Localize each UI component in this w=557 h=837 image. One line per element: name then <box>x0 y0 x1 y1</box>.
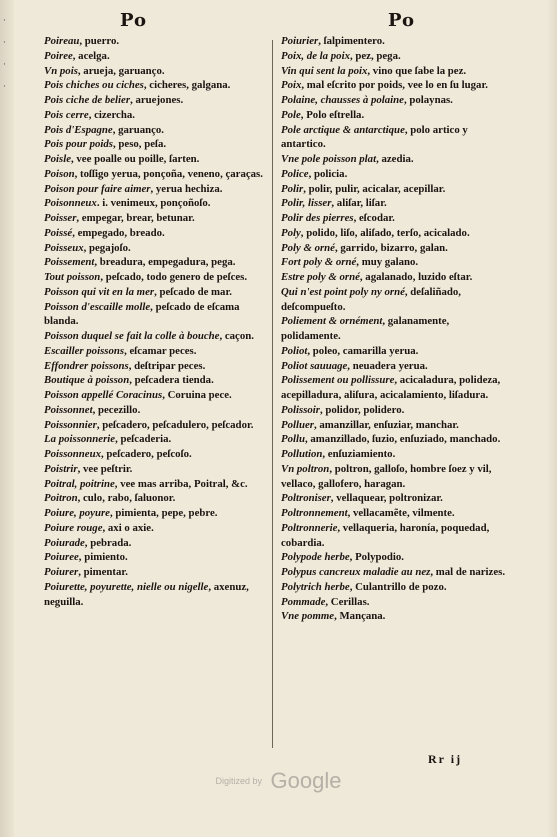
entry-definition: , amanzillado, ſuzio, enſuziado, manchado. <box>305 433 501 446</box>
entry-definition: , empegado, breado. <box>72 226 165 239</box>
dictionary-entry <box>44 477 266 492</box>
entry-headword: Poison pour faire aimer <box>44 182 151 195</box>
entry-headword: Poisser <box>44 212 77 224</box>
dictionary-entry <box>281 270 507 285</box>
dictionary-entry <box>281 418 507 433</box>
entry-definition: , peſcadero, peſcoſo. <box>101 448 192 460</box>
entry-definition: , empegar, brear, betunar. <box>76 212 195 224</box>
dictionary-entry <box>281 506 507 521</box>
entry-definition: , mal de narizes. <box>430 566 506 578</box>
dictionary-entry <box>281 49 507 64</box>
dictionary-entry <box>44 388 266 403</box>
entry-headword: Pois cerre <box>44 108 89 121</box>
entry-headword: Poireau <box>44 35 80 47</box>
entry-definition: , culo, rabo, ſaluonor. <box>77 492 176 505</box>
entry-definition: , agalanado, luzido eſtar. <box>359 271 473 283</box>
dictionary-entry <box>44 123 266 138</box>
watermark-prefix: Digitized by <box>215 776 263 786</box>
dictionary-entry <box>44 418 266 433</box>
entry-headword: Poissonnet <box>44 403 93 416</box>
entry-definition: , acicaladura, polideza, acepilladura, aliſura, acicalamiento, liſadura. <box>281 374 501 401</box>
entry-headword: Poiurer <box>44 566 79 578</box>
entry-definition: , poltron, galloſo, hombre ſoez y vil, vellaco, gallofero, haragan. <box>281 462 492 490</box>
dictionary-entry <box>281 64 507 79</box>
entry-definition: , cizercha. <box>88 108 135 121</box>
dictionary-entry <box>44 491 266 506</box>
entry-definition: , enſuziamiento. <box>322 448 396 460</box>
entry-definition: , garuanço. <box>112 123 164 136</box>
entry-headword: Poiure, poyure <box>44 507 110 519</box>
entry-headword: Poltronnement <box>281 507 348 519</box>
running-head-left: Po <box>120 10 148 31</box>
entry-definition: , pimentar. <box>78 566 128 578</box>
dictionary-entry <box>44 536 266 551</box>
dictionary-entry <box>281 93 507 108</box>
entry-definition: , ſalpimentero. <box>318 35 385 47</box>
dictionary-entry <box>281 565 507 580</box>
entry-headword: Poisson d'escaille molle <box>44 300 151 313</box>
entry-headword: Police <box>281 167 309 180</box>
dictionary-entry <box>44 78 266 93</box>
entry-headword: Effondrer poissons <box>44 359 129 372</box>
entry-headword: Polir des pierres <box>281 212 354 224</box>
entry-definition: , vee mas arriba, Poitral, &c. <box>114 477 248 490</box>
dictionary-entry <box>44 49 266 64</box>
left-column <box>44 34 266 609</box>
entry-headword: Poisson duquel se fait la colle à bouche <box>44 330 220 342</box>
dictionary-entry <box>44 270 266 285</box>
dictionary-entry <box>44 373 266 388</box>
entry-headword: Poiurade <box>44 536 85 549</box>
entry-headword: Pollu <box>281 433 305 446</box>
entry-headword: Poly <box>281 226 301 239</box>
page-gutter: · · · · <box>0 0 14 837</box>
entry-headword: Poiure rouge <box>44 521 103 534</box>
entry-headword: Poltronnerie <box>281 521 338 534</box>
entry-headword: Polypus cancreux maladie au nez <box>281 566 431 578</box>
dictionary-entry <box>44 462 266 477</box>
entry-headword: Poiree <box>44 49 73 62</box>
entry-headword: Tout poisson <box>44 271 101 283</box>
entry-headword: Pommade <box>281 595 326 608</box>
entry-definition: , deſtripar peces. <box>128 359 206 372</box>
entry-headword: Vn poltron <box>281 462 330 475</box>
entry-definition: , yerua hechiza. <box>150 182 223 195</box>
dictionary-entry <box>44 344 266 359</box>
entry-definition: , aliſar, liſar. <box>331 197 387 210</box>
entry-headword: Poliot sauuage <box>281 359 348 372</box>
dictionary-entry <box>44 211 266 226</box>
entry-definition: , polaynas. <box>403 94 453 106</box>
entry-definition: , pimiento. <box>78 551 128 564</box>
digitized-watermark <box>0 768 557 794</box>
dictionary-entry <box>281 344 507 359</box>
entry-definition: , peſcado de eſcama blanda. <box>44 300 240 328</box>
entry-definition: , Polo eſtrella. <box>300 108 365 121</box>
dictionary-entry <box>44 226 266 241</box>
entry-definition: , pimienta, pepe, pebre. <box>109 507 218 519</box>
entry-definition: , axenuz, neguilla. <box>44 580 249 608</box>
entry-definition: , axi o axie. <box>102 521 154 534</box>
entry-headword: Polir, lisser <box>281 197 332 210</box>
entry-definition: , polo artico y antartico. <box>281 123 468 151</box>
entry-definition: , peso, peſa. <box>113 138 167 151</box>
entry-headword: Escailler poissons <box>44 344 125 357</box>
running-head-right: Po <box>388 10 416 31</box>
entry-headword: Poix, de la poix <box>281 49 350 62</box>
dictionary-entry <box>44 359 266 374</box>
entry-definition: , polido, liſo, aliſado, terſo, acicalado. <box>300 226 470 239</box>
entry-definition: , acelga. <box>72 49 110 62</box>
entry-headword: Fort poly & orné <box>281 256 357 269</box>
entry-headword: Poiurette, poyurette, nielle ou nigelle <box>44 580 209 593</box>
entry-definition: , vino que ſabe la pez. <box>367 64 467 77</box>
entry-headword: Poly & orné <box>281 241 335 254</box>
entry-definition: , peſcadero, peſcadulero, peſcador. <box>96 418 254 431</box>
dictionary-entry <box>44 432 266 447</box>
dictionary-entry <box>44 285 266 300</box>
dictionary-entry <box>281 550 507 565</box>
entry-headword: Vne pomme <box>281 610 335 623</box>
dictionary-entry <box>281 359 507 374</box>
dictionary-entry <box>281 211 507 226</box>
dictionary-entry <box>44 137 266 152</box>
dictionary-entry <box>281 285 507 315</box>
dictionary-entry <box>44 403 266 418</box>
entry-headword: Pois chiches ou ciches <box>44 79 144 92</box>
dictionary-entry <box>44 506 266 521</box>
dictionary-entry <box>281 78 507 93</box>
entry-headword: Estre poly & orné <box>281 271 360 283</box>
dictionary-entry <box>44 34 266 49</box>
entry-headword: Poisonneux <box>44 197 97 210</box>
dictionary-entry <box>44 167 266 182</box>
entry-definition: , vee peſtrir. <box>77 462 133 475</box>
entry-headword: Poix <box>281 79 302 92</box>
dictionary-entry <box>281 521 507 551</box>
dictionary-entry <box>44 182 266 197</box>
entry-definition: , garrido, bizarro, galan. <box>334 241 448 254</box>
entry-definition: , arueja, garuanço. <box>77 64 165 77</box>
entry-definition: , amanzillar, enſuziar, manchar. <box>314 418 459 431</box>
entry-headword: Vn pois <box>44 64 78 77</box>
dictionary-entry <box>44 329 266 344</box>
dictionary-entry <box>44 255 266 270</box>
entry-definition: , puerro. <box>79 35 120 47</box>
dictionary-entry <box>44 580 266 610</box>
entry-headword: Vne pole poisson plat <box>281 153 377 165</box>
entry-definition: , Cerillas. <box>325 595 370 608</box>
entry-definition: , toſſigo yerua, ponçoña, veneno, çaraças. <box>74 167 263 180</box>
dictionary-entry <box>44 152 266 167</box>
dictionary-entry <box>281 595 507 610</box>
entry-definition: , policia. <box>308 167 348 180</box>
entry-definition: . i. venimeux, ponçoñoſo. <box>96 197 211 210</box>
entry-definition: , caçon. <box>219 330 254 342</box>
dictionary-entry <box>281 491 507 506</box>
dictionary-entry <box>281 432 507 447</box>
entry-headword: Qui n'est point poly ny orné <box>281 285 405 298</box>
entry-headword: Poissement <box>44 256 95 269</box>
entry-definition: , mal eſcrito por poids, vee lo en ſu lugar. <box>301 79 488 92</box>
entry-definition: , breadura, empegadura, pega. <box>94 256 236 269</box>
entry-headword: Poisle <box>44 153 71 165</box>
entry-headword: La poissonnerie <box>44 433 116 446</box>
entry-definition: , vellaqueria, haronía, poquedad, cobardia. <box>281 521 490 549</box>
dictionary-entry <box>44 521 266 536</box>
entry-headword: Poliement & ornément <box>281 315 383 328</box>
entry-headword: Polytrich herbe <box>281 580 350 593</box>
entry-definition: , poleo, camarilla yerua. <box>307 344 419 357</box>
dictionary-entry <box>281 255 507 270</box>
entry-definition: , polir, pulir, acicalar, acepillar. <box>303 182 446 195</box>
entry-headword: Poitron <box>44 492 78 505</box>
entry-headword: Poiurier <box>281 35 319 47</box>
dictionary-entry <box>281 241 507 256</box>
entry-headword: Poistrir <box>44 462 78 475</box>
watermark-brand: Google <box>270 768 342 793</box>
entry-headword: Boutique à poisson <box>44 374 130 387</box>
entry-headword: Polypode herbe <box>281 551 350 564</box>
entry-definition: , pegajoſo. <box>83 241 131 254</box>
right-column <box>281 34 507 624</box>
entry-definition: , eſcodar. <box>353 212 395 224</box>
entry-definition: , pecezillo. <box>92 403 141 416</box>
dictionary-entry <box>281 108 507 123</box>
entry-definition: , cicheres, galgana. <box>143 79 231 92</box>
entry-headword: Poisseux <box>44 241 84 254</box>
signature-mark: Rr ij <box>428 752 463 766</box>
dictionary-entry <box>281 152 507 167</box>
entry-definition: , Coruina pece. <box>162 389 232 401</box>
dictionary-entry <box>44 241 266 256</box>
entry-definition: , deſaliñado, deſcompueſto. <box>281 285 461 313</box>
dictionary-entry <box>281 403 507 418</box>
entry-headword: Poissé <box>44 226 73 239</box>
entry-headword: Polir <box>281 182 304 195</box>
dictionary-entry <box>281 123 507 153</box>
entry-headword: Pole arctique & antarctique <box>281 123 405 136</box>
dictionary-entry <box>281 462 507 492</box>
entry-headword: Poitral, poitrine <box>44 477 115 490</box>
entry-definition: , pebrada. <box>84 536 132 549</box>
entry-definition: , eſcamar peces. <box>124 344 197 357</box>
entry-headword: Vin qui sent la poix <box>281 64 368 77</box>
entry-headword: Polissoir <box>281 403 320 416</box>
dictionary-entry <box>44 64 266 79</box>
entry-definition: , peſcado, todo genero de peſces. <box>100 271 248 283</box>
dictionary-entry <box>44 565 266 580</box>
entry-headword: Poiuree <box>44 551 79 564</box>
entry-definition: , azedia. <box>376 153 414 165</box>
dictionary-entry <box>281 34 507 49</box>
entry-headword: Pollution <box>281 448 323 460</box>
entry-definition: , muy galano. <box>356 256 419 269</box>
entry-definition: , polidor, polidero. <box>320 403 405 416</box>
entry-definition: , peſcaderia. <box>115 433 172 446</box>
entry-definition: , aruejones. <box>130 94 184 106</box>
entry-headword: Pois d'Espagne <box>44 123 113 136</box>
entry-definition: , neuadera yerua. <box>347 359 428 372</box>
dictionary-entry <box>281 196 507 211</box>
entry-definition: , Polypodio. <box>349 551 404 564</box>
dictionary-entry <box>281 167 507 182</box>
dictionary-entry <box>281 609 507 624</box>
column-divider <box>272 40 273 748</box>
entry-headword: Poisson qui vit en la mer <box>44 285 155 298</box>
dictionary-entry <box>44 196 266 211</box>
dictionary-entry <box>44 550 266 565</box>
dictionary-entry <box>281 226 507 241</box>
page-edge <box>547 0 557 837</box>
entry-headword: Polissement ou pollissure <box>281 374 395 387</box>
entry-definition: , pez, pega. <box>349 49 401 62</box>
entry-headword: Poison <box>44 167 75 180</box>
entry-definition: , Mançana. <box>334 610 386 623</box>
entry-definition: , vee poalle ou poille, ſarten. <box>71 153 200 165</box>
entry-headword: Poliot <box>281 344 308 357</box>
dictionary-entry <box>44 108 266 123</box>
dictionary-entry <box>44 447 266 462</box>
entry-headword: Pole <box>281 108 301 121</box>
entry-headword: Poissonneux <box>44 448 101 460</box>
entry-headword: Poisson appellé Coracinus <box>44 389 163 401</box>
entry-headword: Polaine, chausses à polaine <box>281 94 404 106</box>
dictionary-entry <box>281 314 507 344</box>
entry-definition: , galanamente, polidamente. <box>281 315 450 342</box>
dictionary-entry <box>281 182 507 197</box>
entry-definition: , peſcadera tienda. <box>129 374 214 387</box>
dictionary-entry <box>44 93 266 108</box>
entry-headword: Poltroniser <box>281 492 331 505</box>
dictionary-entry <box>281 447 507 462</box>
entry-headword: Poissonnier <box>44 418 97 431</box>
entry-definition: , vellacamẽte, vilmente. <box>347 507 455 519</box>
dictionary-entry <box>281 580 507 595</box>
entry-definition: , peſcado de mar. <box>154 285 232 298</box>
entry-headword: Polluer <box>281 418 314 431</box>
entry-headword: Pois pour poids <box>44 138 113 151</box>
dictionary-entry <box>44 300 266 330</box>
entry-headword: Pois ciche de belier <box>44 94 131 106</box>
entry-definition: , Culantrillo de pozo. <box>349 580 447 593</box>
dictionary-entry <box>281 373 507 403</box>
entry-definition: , vellaquear, poltronizar. <box>330 492 443 505</box>
